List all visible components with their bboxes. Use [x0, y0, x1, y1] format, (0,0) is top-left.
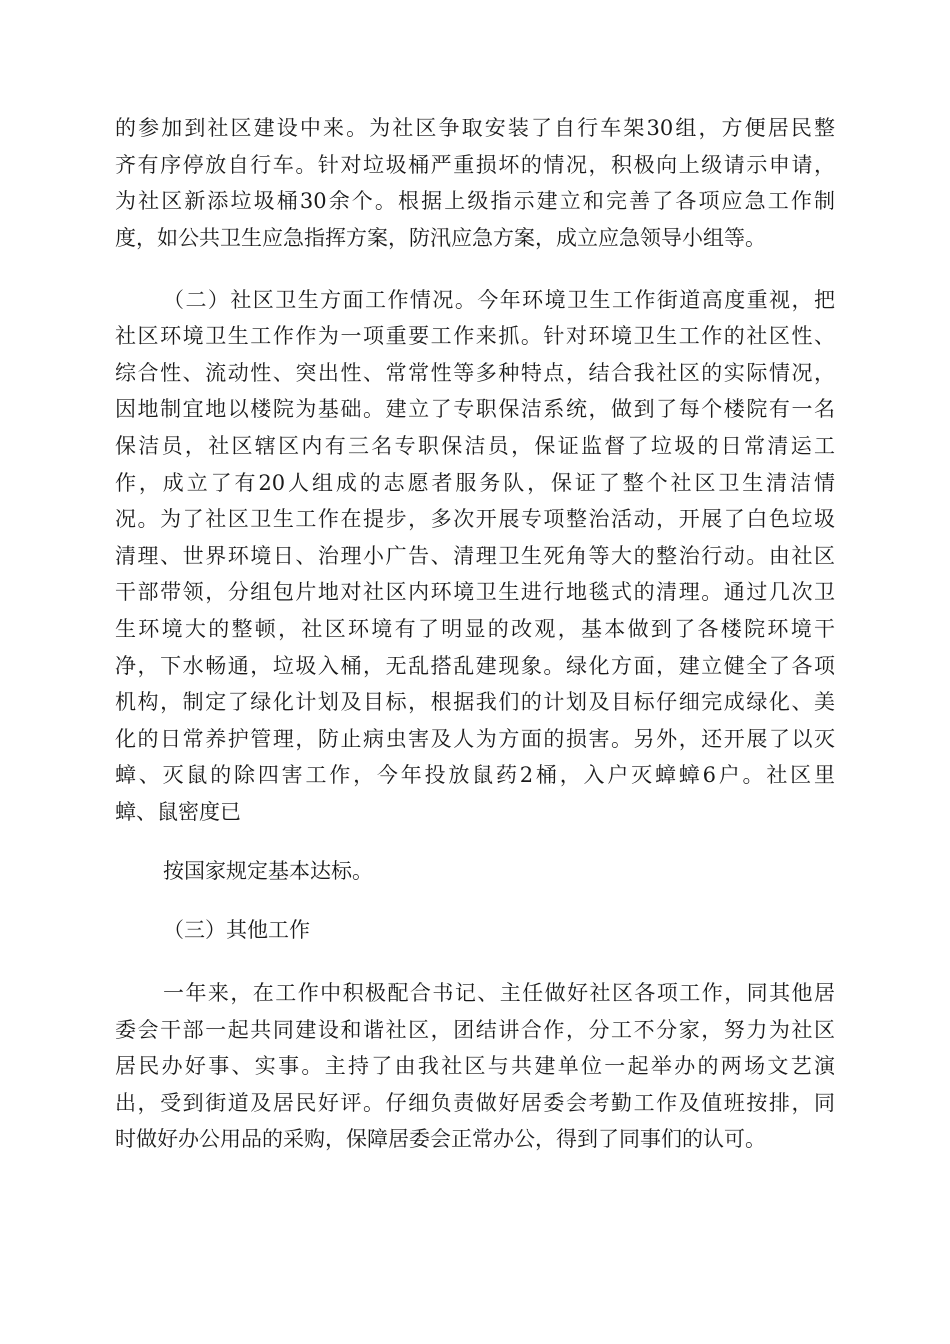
text-line: 的参加到社区建设中来。为社区争取安装了自行车架30组，方便居民整	[115, 116, 835, 140]
text-line: 社区环境卫生工作作为一项重要工作来抓。针对环境卫生工作的社区性、	[115, 324, 835, 348]
text-line: 蟑、灭鼠的除四害工作，今年投放鼠药2桶，入户灭蟑蟑6户。社区里	[115, 763, 835, 787]
text-line: 生环境大的整顿，社区环境有了明显的改观，基本做到了各楼院环境干	[115, 617, 835, 641]
text-line: 出，受到街道及居民好评。仔细负责做好居委会考勤工作及值班按排，同	[115, 1091, 835, 1115]
text-line: 清理、世界环境日、治理小广告、清理卫生死角等大的整治行动。由社区	[115, 544, 835, 568]
text-line: 齐有序停放自行车。针对垃圾桶严重损坏的情况，积极向上级请示申请，	[115, 153, 835, 177]
text-line: 况。为了社区卫生工作在提步，多次开展专项整治活动，开展了白色垃圾	[115, 507, 835, 531]
text-line: 保洁员，社区辖区内有三名专职保洁员，保证监督了垃圾的日常清运工	[115, 434, 835, 458]
text-line: 居民办好事、实事。主持了由我社区与共建单位一起举办的两场文艺演	[115, 1054, 835, 1078]
text-line: 化的日常养护管理，防止病虫害及人为方面的损害。另外，还开展了以灭	[115, 727, 835, 751]
text-line: 为社区新添垃圾桶30余个。根据上级指示建立和完善了各项应急工作制	[115, 189, 835, 213]
text-line: （二）社区卫生方面工作情况。今年环境卫生工作街道高度重视，把	[163, 288, 835, 312]
text-line: 作，成立了有20人组成的志愿者服务队，保证了整个社区卫生清洁情	[115, 471, 835, 495]
text-line: 因地制宜地以楼院为基础。建立了专职保洁系统，做到了每个楼院有一名	[115, 397, 835, 421]
text-line: 委会干部一起共同建设和谐社区，团结讲合作，分工不分家，努力为社区	[115, 1018, 835, 1042]
text-line: 按国家规定基本达标。	[163, 859, 373, 883]
text-line: 综合性、流动性、突出性、常常性等多种特点，结合我社区的实际情况，	[115, 361, 835, 385]
text-line: 蟑、鼠密度已	[115, 800, 241, 824]
text-line: 干部带领，分组包片地对社区内环境卫生进行地毯式的清理。通过几次卫	[115, 580, 835, 604]
text-line: 机构，制定了绿化计划及目标，根据我们的计划及目标仔细完成绿化、美	[115, 690, 835, 714]
text-line: 时做好办公用品的采购，保障居委会正常办公，得到了同事们的认可。	[115, 1127, 766, 1151]
text-line: 一年来，在工作中积极配合书记、主任做好社区各项工作，同其他居	[163, 981, 835, 1005]
text-line: 度，如公共卫生应急指挥方案，防汛应急方案，成立应急领导小组等。	[115, 226, 766, 250]
text-line: 净，下水畅通，垃圾入桶，无乱搭乱建现象。绿化方面，建立健全了各项	[115, 654, 835, 678]
text-line: （三）其他工作	[163, 918, 310, 942]
